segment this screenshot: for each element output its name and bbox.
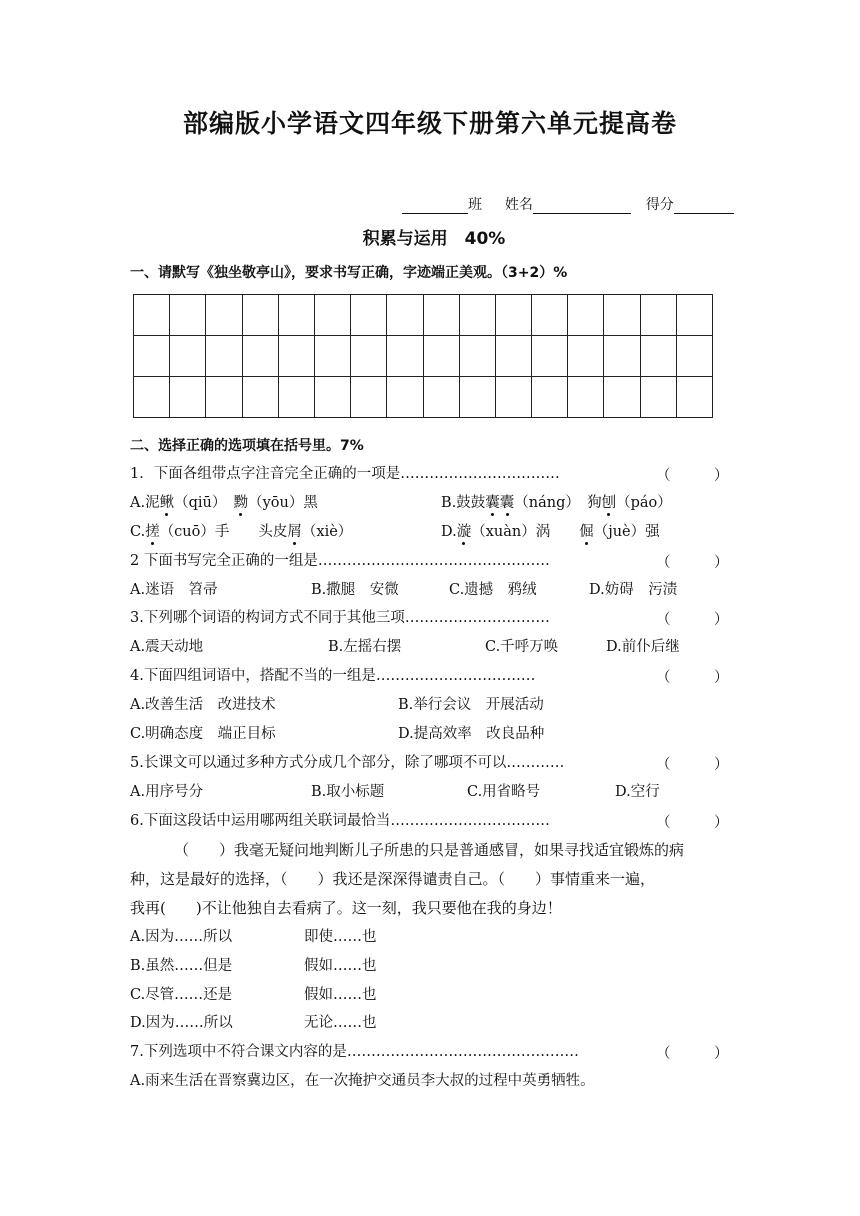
q5-option-c: C.用省略号 <box>467 784 541 800</box>
class-blank[interactable] <box>402 197 468 214</box>
q1-stem: 1．下面各组带点字注音完全正确的一项是…………………………… <box>130 466 560 482</box>
q6-stem: 6.下面这段话中运用哪两组关联词最恰当…………………………… <box>130 813 550 829</box>
q6-option-c1: C.尽管……还是 <box>130 987 233 1003</box>
writing-grid[interactable] <box>133 294 713 418</box>
q3-stem: 3.下列哪个词语的构词方式不同于其他三项………………………… <box>130 610 550 626</box>
q6-passage-line1: （ ）我毫无疑问地判断儿子所患的只是普通感冒，如果寻找适宜锻炼的病 <box>174 841 685 859</box>
q3-option-c: C.千呼万唤 <box>485 639 559 655</box>
q2-stem: 2 下面书写完全正确的一组是………………………………………… <box>130 553 550 569</box>
score-label: 得分 <box>645 197 674 213</box>
q2-option-d: D.妨碍 污渍 <box>589 582 678 598</box>
q1-option-c: C.搓（cuō）手 头皮屑（xiè） <box>130 524 353 540</box>
q4-stem: 4.下面四组词语中，搭配不当的一组是…………………………… <box>130 668 536 684</box>
q4-answer-bracket[interactable]: （ ） <box>656 670 729 686</box>
part2-heading: 二、选择正确的选项填在括号里。7% <box>130 438 364 454</box>
q5-option-a: A.用序号分 <box>130 784 204 800</box>
q6-passage-line2: 种，这是最好的选择，（ ）我还是深深得谴责自己。（ ）事情重来一遍， <box>130 870 656 888</box>
q5-option-d: D.空行 <box>615 784 660 800</box>
q6-option-a2: 即使……也 <box>304 929 377 945</box>
exam-title: 部编版小学语文四年级下册第六单元提高卷 <box>182 109 677 138</box>
q3-option-b: B.左摇右摆 <box>328 639 402 655</box>
q5-answer-bracket[interactable]: （ ） <box>656 757 729 773</box>
name-blank[interactable] <box>533 197 631 214</box>
q2-answer-bracket[interactable]: （ ） <box>656 555 729 571</box>
q7-stem: 7.下列选项中不符合课文内容的是………………………………………… <box>130 1044 579 1060</box>
section-heading: 积累与运用 40% <box>362 229 506 249</box>
q6-option-b1: B.虽然……但是 <box>130 958 233 974</box>
q6-option-d2: 无论……也 <box>304 1015 377 1031</box>
q4-option-c: C.明确态度 端正目标 <box>130 726 276 742</box>
q2-option-c: C.遗撼 鸦绒 <box>449 582 537 598</box>
q6-option-c2: 假如……也 <box>304 987 377 1003</box>
part1-heading: 一、请默写《独坐敬亭山》，要求书写正确，字迹端正美观。（3+2）% <box>130 265 568 281</box>
student-info-line <box>402 194 734 214</box>
q6-passage-line3: 我再( )不让他独自去看病了。这一刻，我只要他在我的身边！ <box>130 899 562 917</box>
q5-stem: 5.长课文可以通过多种方式分成几个部分，除了哪项不可以………… <box>130 755 565 771</box>
score-blank[interactable] <box>674 197 734 214</box>
q1-answer-bracket[interactable]: （ ） <box>656 468 729 484</box>
q6-option-d1: D.因为……所以 <box>130 1015 233 1031</box>
q3-option-a: A.震天动地 <box>130 639 204 655</box>
q2-option-b: B.撒腿 安微 <box>311 582 399 598</box>
q6-option-b2: 假如……也 <box>304 958 377 974</box>
q6-answer-bracket[interactable]: （ ） <box>656 815 729 831</box>
q5-option-b: B.取小标题 <box>311 784 385 800</box>
q1-option-b: B.鼓鼓囊囊（náng） 狗刨（páo） <box>441 495 672 511</box>
q7-answer-bracket[interactable]: （ ） <box>656 1046 729 1062</box>
class-label: 班 <box>468 197 482 213</box>
q1-option-d: D.漩（xuàn）涡 倔（juè）强 <box>441 524 660 540</box>
q3-option-d: D.前仆后继 <box>606 639 680 655</box>
q2-option-a: A.迷语 笤帚 <box>130 582 218 598</box>
q4-option-b: B.举行会议 开展活动 <box>398 697 544 713</box>
q6-option-a1: A.因为……所以 <box>130 929 233 945</box>
q7-option-a: A.雨来生活在晋察冀边区，在一次掩护交通员李大叔的过程中英勇牺牲。 <box>130 1073 595 1089</box>
q3-answer-bracket[interactable]: （ ） <box>656 612 729 628</box>
q1-option-a: A.泥鳅（qiū） 黝（yōu）黑 <box>130 495 318 511</box>
name-label: 姓名 <box>504 197 533 213</box>
q4-option-a: A.改善生活 改进技术 <box>130 697 276 713</box>
q4-option-d: D.提高效率 改良品种 <box>398 726 545 742</box>
